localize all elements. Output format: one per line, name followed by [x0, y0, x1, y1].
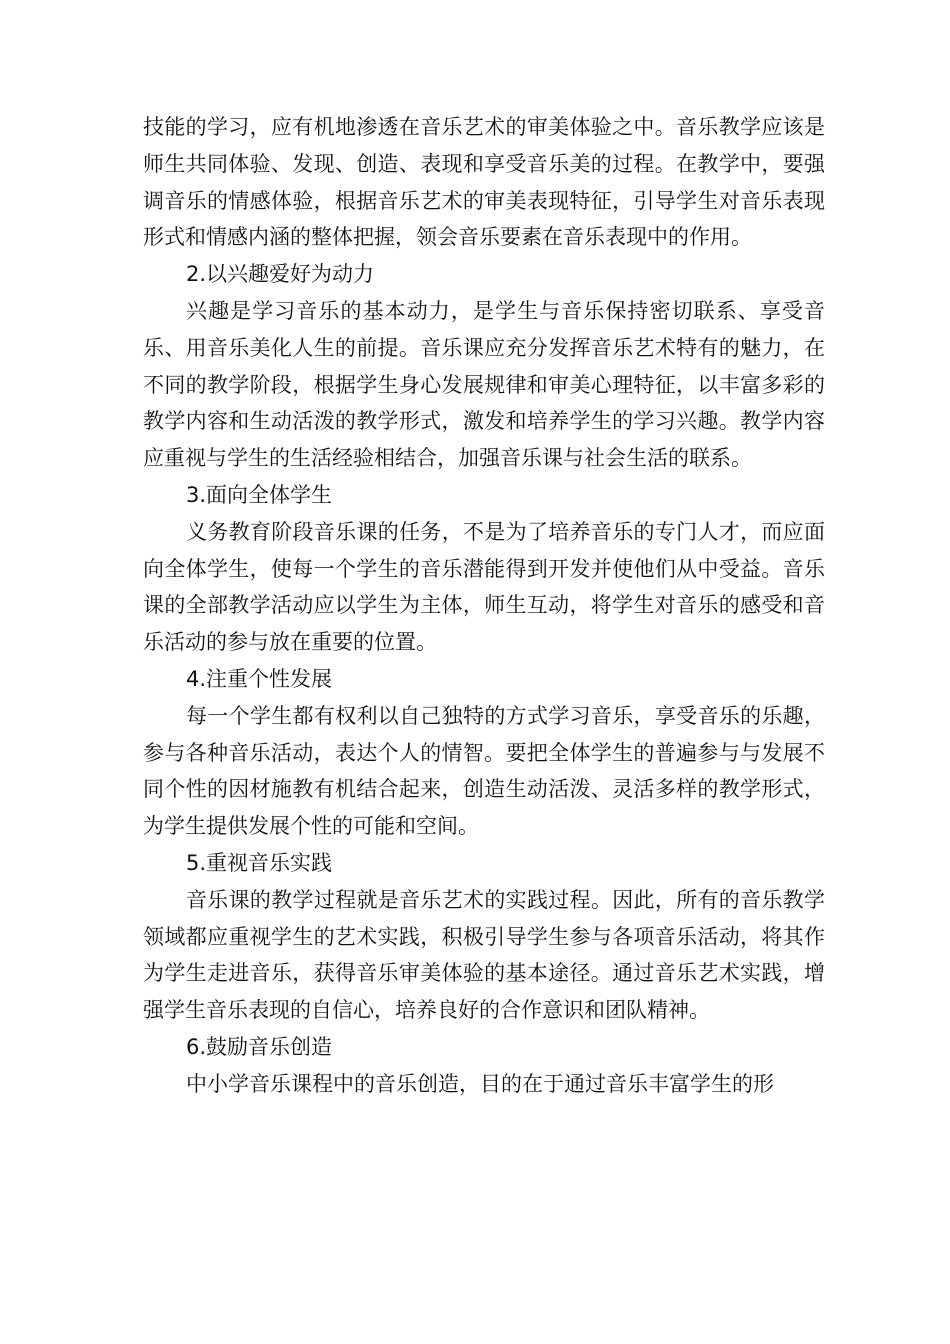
paragraph-interest: 兴趣是学习音乐的基本动力，是学生与音乐保持密切联系、享受音乐、用音乐美化人生的前提。音乐课应充分发挥音乐艺术特有的魅力，在不同的教学阶段，根据学生身心发展规律和审美心理特征，以丰富多彩的教学内容和生动活泼的教学形式，激发和培养学生的学习兴趣。教学内容应重视与学生的生活经验相结合，加强音乐课与社会生活的联系。	[143, 298, 825, 471]
document-body	[143, 109, 825, 1103]
section-heading-individuality: 4.注重个性发展	[186, 666, 333, 691]
paragraph-all-students: 义务教育阶段音乐课的任务，不是为了培养音乐的专门人才，而应面向全体学生，使每一个学生的音乐潜能得到开发并使他们从中受益。音乐课的全部教学活动应以学生为主体，师生互动，将学生对音乐的感受和音乐活动的参与放在重要的位置。	[143, 519, 825, 655]
section-heading-creation: 6.鼓励音乐创造	[186, 1034, 333, 1059]
paragraph-individuality: 每一个学生都有权利以自己独特的方式学习音乐，享受音乐的乐趣，参与各种音乐活动，表达个人的情智。要把全体学生的普遍参与与发展不同个性的因材施教有机结合起来，创造生动活泼、灵活多样的教学形式，为学生提供发展个性的可能和空间。	[143, 703, 825, 839]
section-heading-all-students: 3.面向全体学生	[186, 482, 333, 507]
section-heading-practice: 5.重视音乐实践	[186, 850, 333, 875]
paragraph-creation: 中小学音乐课程中的音乐创造，目的在于通过音乐丰富学生的形	[186, 1071, 774, 1096]
paragraph-practice: 音乐课的教学过程就是音乐艺术的实践过程。因此，所有的音乐教学领域都应重视学生的艺术实践，积极引导学生参与各项音乐活动，将其作为学生走进音乐，获得音乐审美体验的基本途径。通过音乐艺术实践，增强学生音乐表现的自信心，培养良好的合作意识和团队精神。	[143, 887, 825, 1023]
section-heading-interest: 2.以兴趣爱好为动力	[186, 262, 375, 287]
paragraph-intro-continued: 技能的学习，应有机地渗透在音乐艺术的审美体验之中。音乐教学应该是师生共同体验、发现、创造、表现和享受音乐美的过程。在教学中，要强调音乐的情感体验，根据音乐艺术的审美表现特征，引导学生对音乐表现形式和情感内涵的整体把握，领会音乐要素在音乐表现中的作用。	[143, 115, 825, 250]
